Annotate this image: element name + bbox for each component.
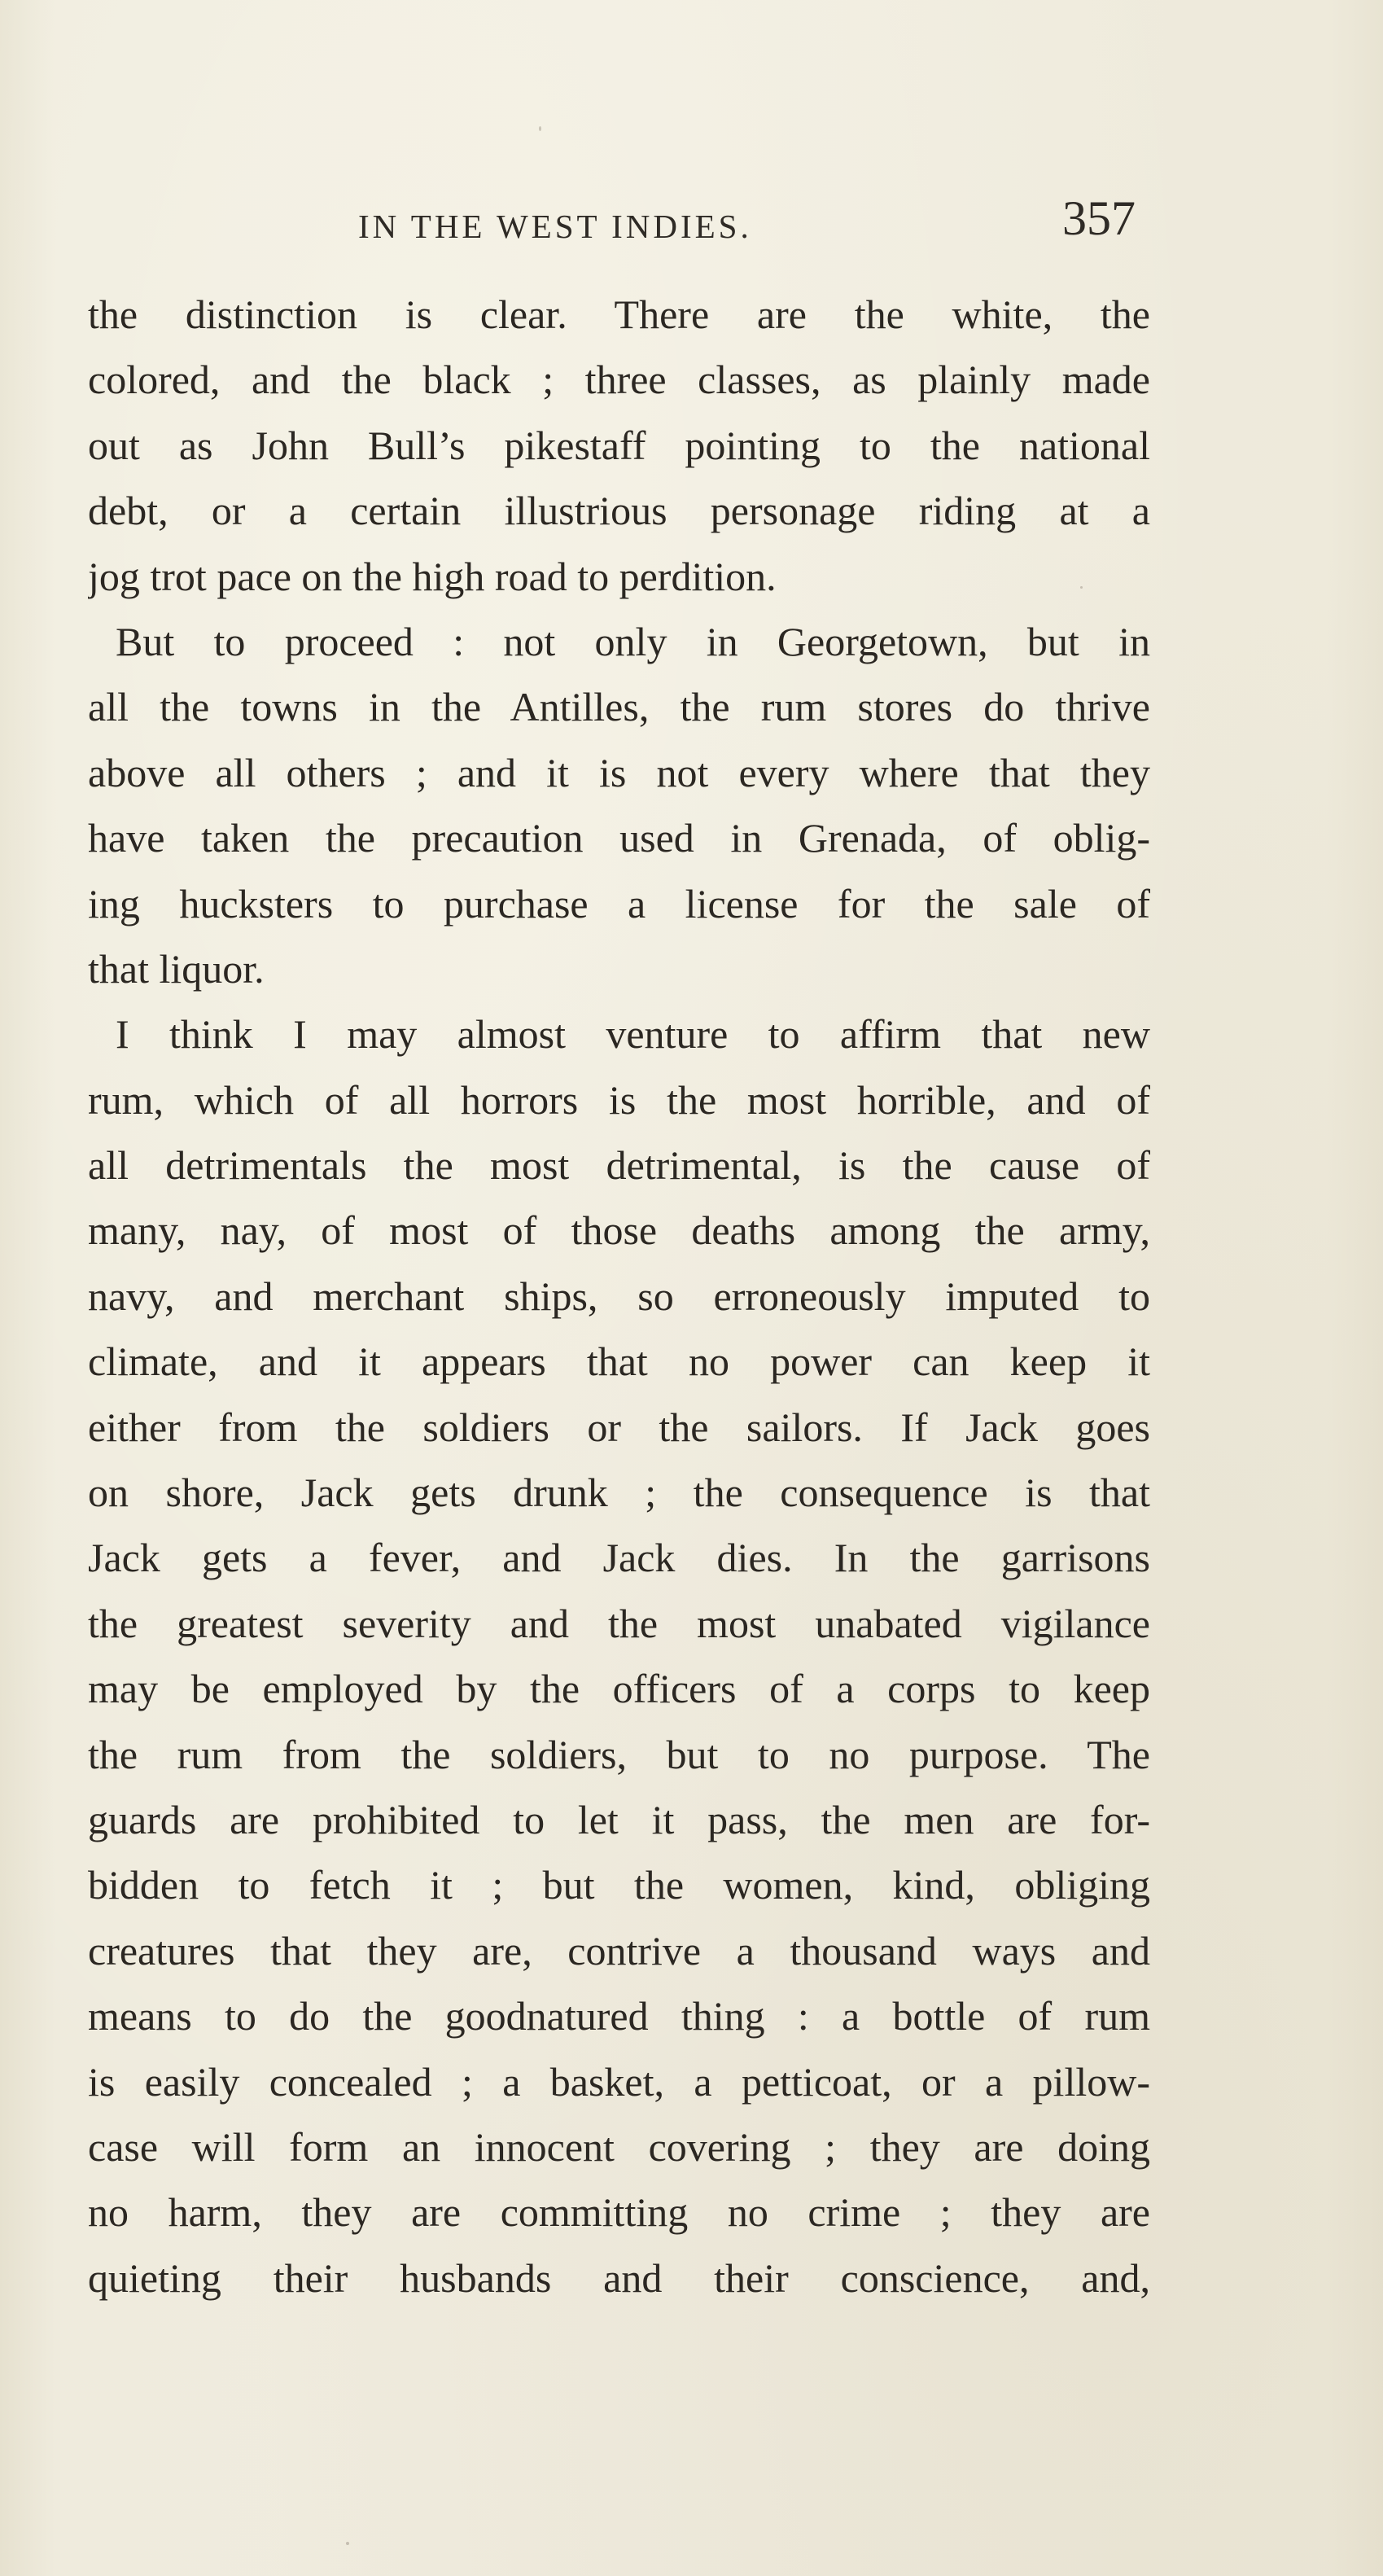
- text-line: debt, or a certain illustrious personage riding at a: [88, 488, 1150, 534]
- text-line: either from the soldiers or the sailors. If Jack goes: [88, 1404, 1150, 1450]
- text-line: is easily concealed ; a basket, a petticoat, or a pillow-: [88, 2058, 1150, 2105]
- text-line: colored, and the black ; three classes, as plainly made: [88, 357, 1150, 403]
- running-title: IN THE WEST INDIES.: [358, 208, 752, 245]
- text-line: jog trot pace on the high road to perdition.: [88, 553, 777, 599]
- text-line: navy, and merchant ships, so erroneously imputed to: [88, 1273, 1150, 1319]
- text-line: climate, and it appears that no power can keep it: [88, 1338, 1150, 1385]
- text-line: above all others ; and it is not every where that they: [88, 749, 1150, 795]
- text-line: creatures that they are, contrive a thousand ways and: [88, 1927, 1150, 1974]
- text-line: the greatest severity and the most unabated vigilance: [88, 1600, 1150, 1646]
- text-line: have taken the precaution used in Grenada, of oblig-: [88, 815, 1150, 861]
- text-line: ing hucksters to purchase a license for the sale of: [88, 880, 1150, 927]
- text-line: quieting their husbands and their conscience, and,: [88, 2254, 1150, 2301]
- text-line: rum, which of all horrors is the most horrible, and of: [88, 1076, 1150, 1123]
- text-line: guards are prohibited to let it pass, the men are for-: [88, 1796, 1150, 1842]
- text-line: may be employed by the officers of a corps to keep: [88, 1666, 1150, 1712]
- text-line: out as John Bull’s pikestaff pointing to the national: [88, 422, 1150, 468]
- text-line: Jack gets a fever, and Jack dies. In the garrisons: [88, 1535, 1150, 1581]
- text-line: means to do the goodnatured thing : a bottle of rum: [88, 1993, 1150, 2039]
- text-line: bidden to fetch it ; but the women, kind, obliging: [88, 1862, 1150, 1908]
- text-line: that liquor.: [88, 945, 265, 992]
- paper-speck: [539, 126, 541, 131]
- text-line: the distinction is clear. There are the white, the: [88, 291, 1150, 337]
- text-line: But to proceed : not only in Georgetown, but in: [116, 618, 1150, 664]
- page-header: [0, 189, 1383, 254]
- text-line: the rum from the soldiers, but to no purpose. The: [88, 1731, 1150, 1777]
- text-line: all detrimentals the most detrimental, is the cause of: [88, 1142, 1150, 1189]
- body-text: [88, 282, 1150, 2311]
- text-line: case will form an innocent covering ; they are doing: [88, 2123, 1150, 2170]
- text-line: all the towns in the Antilles, the rum stores do thrive: [88, 684, 1150, 730]
- text-line: no harm, they are committing no crime ; they are: [88, 2189, 1150, 2236]
- paper-speck: [346, 2542, 349, 2545]
- text-line: I think I may almost venture to affirm that new: [116, 1011, 1150, 1058]
- paper-speck: [1080, 586, 1083, 589]
- text-line: on shore, Jack gets drunk ; the consequence is that: [88, 1470, 1150, 1516]
- page-number: 357: [1062, 191, 1136, 245]
- text-line: many, nay, of most of those deaths among the army,: [88, 1207, 1150, 1254]
